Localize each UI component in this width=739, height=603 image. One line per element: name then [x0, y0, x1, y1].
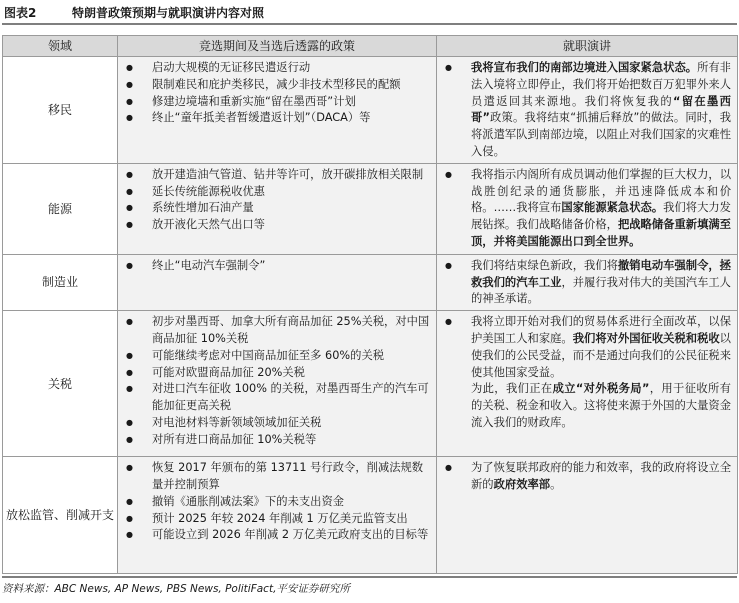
figure-label: 图表2	[4, 6, 37, 20]
speech-emphasis: 国家能源紧急状态。	[561, 201, 664, 215]
policy-item: ● 放开建造油气管道、钻井等许可，放开碳排放相关限制	[118, 167, 436, 184]
policy-item: ● 恢复 2017 年颁布的第 13711 号行政令，削减法规数量并控制预算	[118, 460, 436, 494]
table-row	[3, 254, 738, 310]
speech-text: ，并履行我对伟大的美国汽车工人的神圣承诺。	[471, 275, 731, 306]
row-category: 放松监管、削减开支	[3, 457, 118, 574]
policy-item: ● 可能对欧盟商品加征 20%关税	[118, 365, 436, 382]
table-row	[3, 163, 738, 254]
row-policies	[118, 311, 437, 457]
speech-text: 以使我们的公民受益，而不是通过向我们的公民征税来使其他国家受益。	[471, 331, 731, 379]
policy-item: ● 修建边境墙和重新实施“留在墨西哥”计划	[118, 94, 436, 111]
table-header-row	[3, 36, 738, 57]
row-speech	[437, 163, 738, 254]
policy-item: ● 延长传统能源税收优惠	[118, 184, 436, 201]
table-row	[3, 457, 738, 574]
speech-emphasis: 我们将对外国征收关税和税收	[572, 331, 720, 345]
bullet-icon: ●	[445, 317, 452, 327]
speech-text: 为此，我们正在	[471, 382, 553, 396]
policy-item: ● 终止“电动汽车强制令”	[118, 258, 436, 275]
policy-item: ● 放开液化天然气出口等	[118, 217, 436, 234]
row-speech	[437, 311, 738, 457]
figure-title-bar	[2, 3, 737, 25]
speech-text: 政策。我将结束“抓捕后释放”的做法。同时，我将派遣军队到南部边境，以阻止对我们国家的灾难性入侵。	[471, 111, 731, 158]
policy-comparison-table	[2, 35, 738, 574]
speech-text: 我将指示内阁所有成员调动他们掌握的巨大权力，以战胜创纪录的通货膨胀，并迅速降低成本和价格。……我将宣布	[471, 167, 731, 215]
policy-item: ● 启动大规模的无证移民遣返行动	[118, 60, 436, 77]
row-category: 能源	[3, 163, 118, 254]
source-note: 资料来源：ABC News, AP News, PBS News, PolitiFact,平安证券研究所	[2, 576, 737, 596]
row-speech	[437, 457, 738, 574]
policy-item: ● 预计 2025 年较 2024 年削减 1 万亿美元监管支出	[118, 511, 436, 528]
policy-item: ● 可能继续考虑对中国商品加征至多 60%的关税	[118, 348, 436, 365]
bullet-icon: ●	[445, 63, 452, 72]
policy-item: ● 可能设立到 2026 年削减 2 万亿美元政府支出的目标等	[118, 527, 436, 544]
policy-item: ● 终止“童年抵美者暂缓遣返计划”（DACA）等	[118, 110, 436, 127]
speech-emphasis: 我将宣布我们的南部边境进入国家紧急状态。	[471, 61, 698, 74]
speech-emphasis: 政府效率部	[493, 477, 551, 491]
speech-emphasis: 把战略储备重新填满至顶，并将美国能源出口到全世界。	[471, 218, 731, 248]
speech-emphasis: “留在墨西哥”	[471, 94, 731, 125]
header-policies: 竞选期间及当选后透露的政策	[118, 36, 437, 57]
row-policies	[118, 254, 437, 310]
speech-text: 所有非法入境将立即停止，我们将开始把数百万犯罪外来人员遣返回其来源地。我们将恢复我的	[471, 61, 731, 108]
speech-text: 我们将大力发展钻探。我们战略储备价格，	[471, 201, 731, 232]
policy-item: ● 对进口汽车征收 100% 的关税，对墨西哥生产的汽车可能加征更高关税	[118, 381, 436, 415]
speech-text: 。	[550, 477, 562, 491]
bullet-icon: ●	[445, 260, 452, 270]
speech-text: 我将立即开始对我们的贸易体系进行全面改革，以保护美国工人和家庭。	[471, 315, 731, 345]
table-row	[3, 57, 738, 164]
speech-text: ，用于征收所有的关税、税金和收入。这将使来源于外国的大量资金流入我们的财政库。	[471, 382, 731, 429]
table-row	[3, 311, 738, 457]
policy-item: ● 初步对墨西哥、加拿大所有商品加征 25%关税，对中国商品加征 10%关税	[118, 314, 436, 348]
policy-item: ● 限制难民和庇护类移民，减少非技术型移民的配额	[118, 77, 436, 94]
row-policies	[118, 57, 437, 164]
speech-text: 我们将结束绿色新政，我们将	[471, 258, 618, 272]
policy-item: ● 撤销《通胀削减法案》下的未支出资金	[118, 494, 436, 511]
bullet-icon: ●	[445, 463, 452, 473]
policy-item: ● 系统性增加石油产量	[118, 200, 436, 217]
row-category: 移民	[3, 57, 118, 164]
row-category: 关税	[3, 311, 118, 457]
figure-title: 特朗普政策预期与就职演讲内容对照	[72, 6, 265, 20]
speech-emphasis: 撤销电动车强制令，拯救我们的汽车工业	[471, 258, 731, 289]
row-speech	[437, 254, 738, 310]
policy-item: ● 对电池材料等新领域领域加征关税	[118, 415, 436, 432]
header-speech: 就职演讲	[437, 36, 738, 57]
policy-item: ● 对所有进口商品加征 10%关税等	[118, 432, 436, 449]
header-domain: 领域	[3, 36, 118, 57]
row-speech	[437, 57, 738, 164]
speech-emphasis: 成立“对外税务局”	[552, 382, 650, 396]
bullet-icon: ●	[445, 169, 452, 179]
row-policies	[118, 163, 437, 254]
row-policies	[118, 457, 437, 574]
speech-text: 为了恢复联邦政府的能力和效率，我的政府将设立全新的	[471, 461, 731, 491]
row-category: 制造业	[3, 254, 118, 310]
